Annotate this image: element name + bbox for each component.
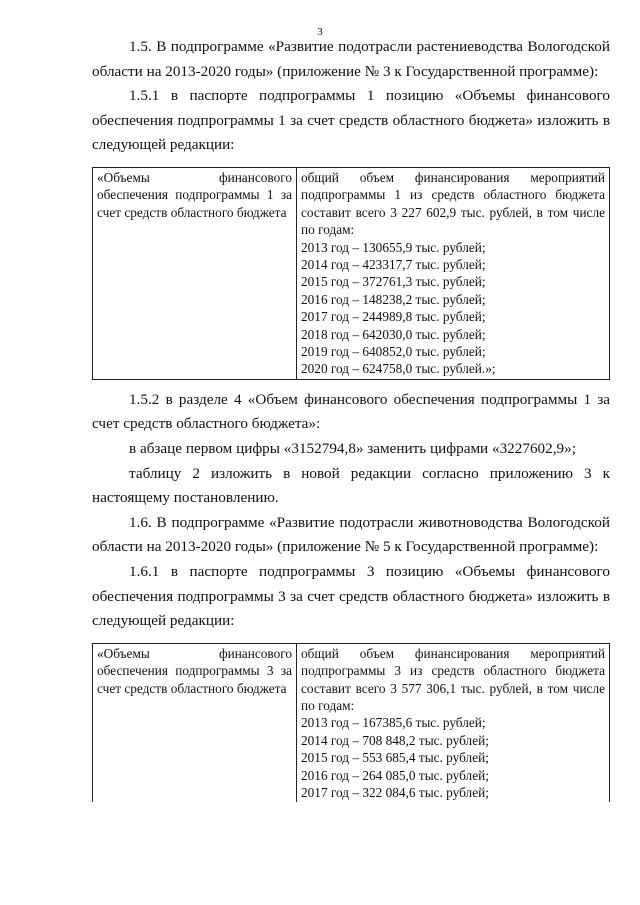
year-line: 2014 год – 708 848,2 тыс. рублей; <box>301 732 489 748</box>
section-1-6-1-intro: 1.6.1 в паспорте подпрограммы 3 позицию «Объемы финансового обеспечения подпрограммы 3 за счет средств областного бюджета» изложить в следующей редакции: <box>92 563 610 630</box>
page-number: 3 <box>317 26 323 38</box>
finance-table-1-total: общий объем финансирования мероприятий подпрограммы 1 из средств областного бюджета составит всего 3 227 602,9 тыс. рублей, в том числе по годам: <box>301 169 605 238</box>
section-1-5-2-paragraph: в абзаце первом цифры «3152794,8» заменить цифрами «3227602,9»; <box>129 440 576 458</box>
year-line: 2016 год – 148238,2 тыс. рублей; <box>301 291 486 307</box>
year-line: 2019 год – 640852,0 тыс. рублей; <box>301 344 486 360</box>
year-line: 2018 год – 642030,0 тыс. рублей; <box>301 326 486 342</box>
finance-table-1-value <box>297 167 610 379</box>
section-1-5-2: 1.5.2 в разделе 4 «Объем финансового обеспечения подпрограммы 1 за счет средств областного бюджета»: <box>92 390 610 433</box>
year-line: 2017 год – 244989,8 тыс. рублей; <box>301 309 486 325</box>
finance-table-3-value <box>297 643 610 802</box>
year-line: 2015 год – 372761,3 тыс. рублей; <box>301 274 486 290</box>
finance-table-subprogram-3 <box>92 643 610 803</box>
finance-table-3-total: общий объем финансирования мероприятий подпрограммы 3 из средств областного бюджета составит всего 3 577 306,1 тыс. рублей, в том числе по годам: <box>301 645 605 713</box>
finance-table-3-label: «Объемы финансового обеспечения подпрограммы 3 за счет средств областного бюджета <box>93 643 297 802</box>
year-line: 2013 год – 130655,9 тыс. рублей; <box>301 239 486 255</box>
finance-table-subprogram-1 <box>92 167 610 380</box>
section-1-6-heading: 1.6. В подпрограмме «Развитие подотрасли животноводства Вологодской области на 2013-2020 годы» (приложение № 5 к Государственной программе): <box>92 513 610 556</box>
finance-table-1-label: «Объемы финансового обеспечения подпрограммы 1 за счет средств областного бюджета <box>93 167 297 379</box>
document-body <box>92 35 610 802</box>
year-line: 2016 год – 264 085,0 тыс. рублей; <box>301 767 489 783</box>
year-line: 2017 год – 322 084,6 тыс. рублей; <box>301 785 489 801</box>
section-1-5-heading: 1.5. В подпрограмме «Развитие подотрасли растениеводства Вологодской области на 2013-2020 годы» (приложение № 3 к Государственной программе): <box>92 38 610 80</box>
year-line: 2014 год – 423317,7 тыс. рублей; <box>301 257 486 272</box>
section-1-5-2-table: таблицу 2 изложить в новой редакции согласно приложению 3 к настоящему постановлению. <box>92 464 610 507</box>
year-line: 2015 год – 553 685,4 тыс. рублей; <box>301 750 489 766</box>
year-line: 2013 год – 167385,6 тыс. рублей; <box>301 715 486 731</box>
section-1-5-1-intro: 1.5.1 в паспорте подпрограммы 1 позицию «Объемы финансового обеспечения подпрограммы 1 за счет средств областного бюджета» изложить в следующей редакции: <box>92 87 610 154</box>
year-line: 2020 год – 624758,0 тыс. рублей.»; <box>301 361 496 377</box>
